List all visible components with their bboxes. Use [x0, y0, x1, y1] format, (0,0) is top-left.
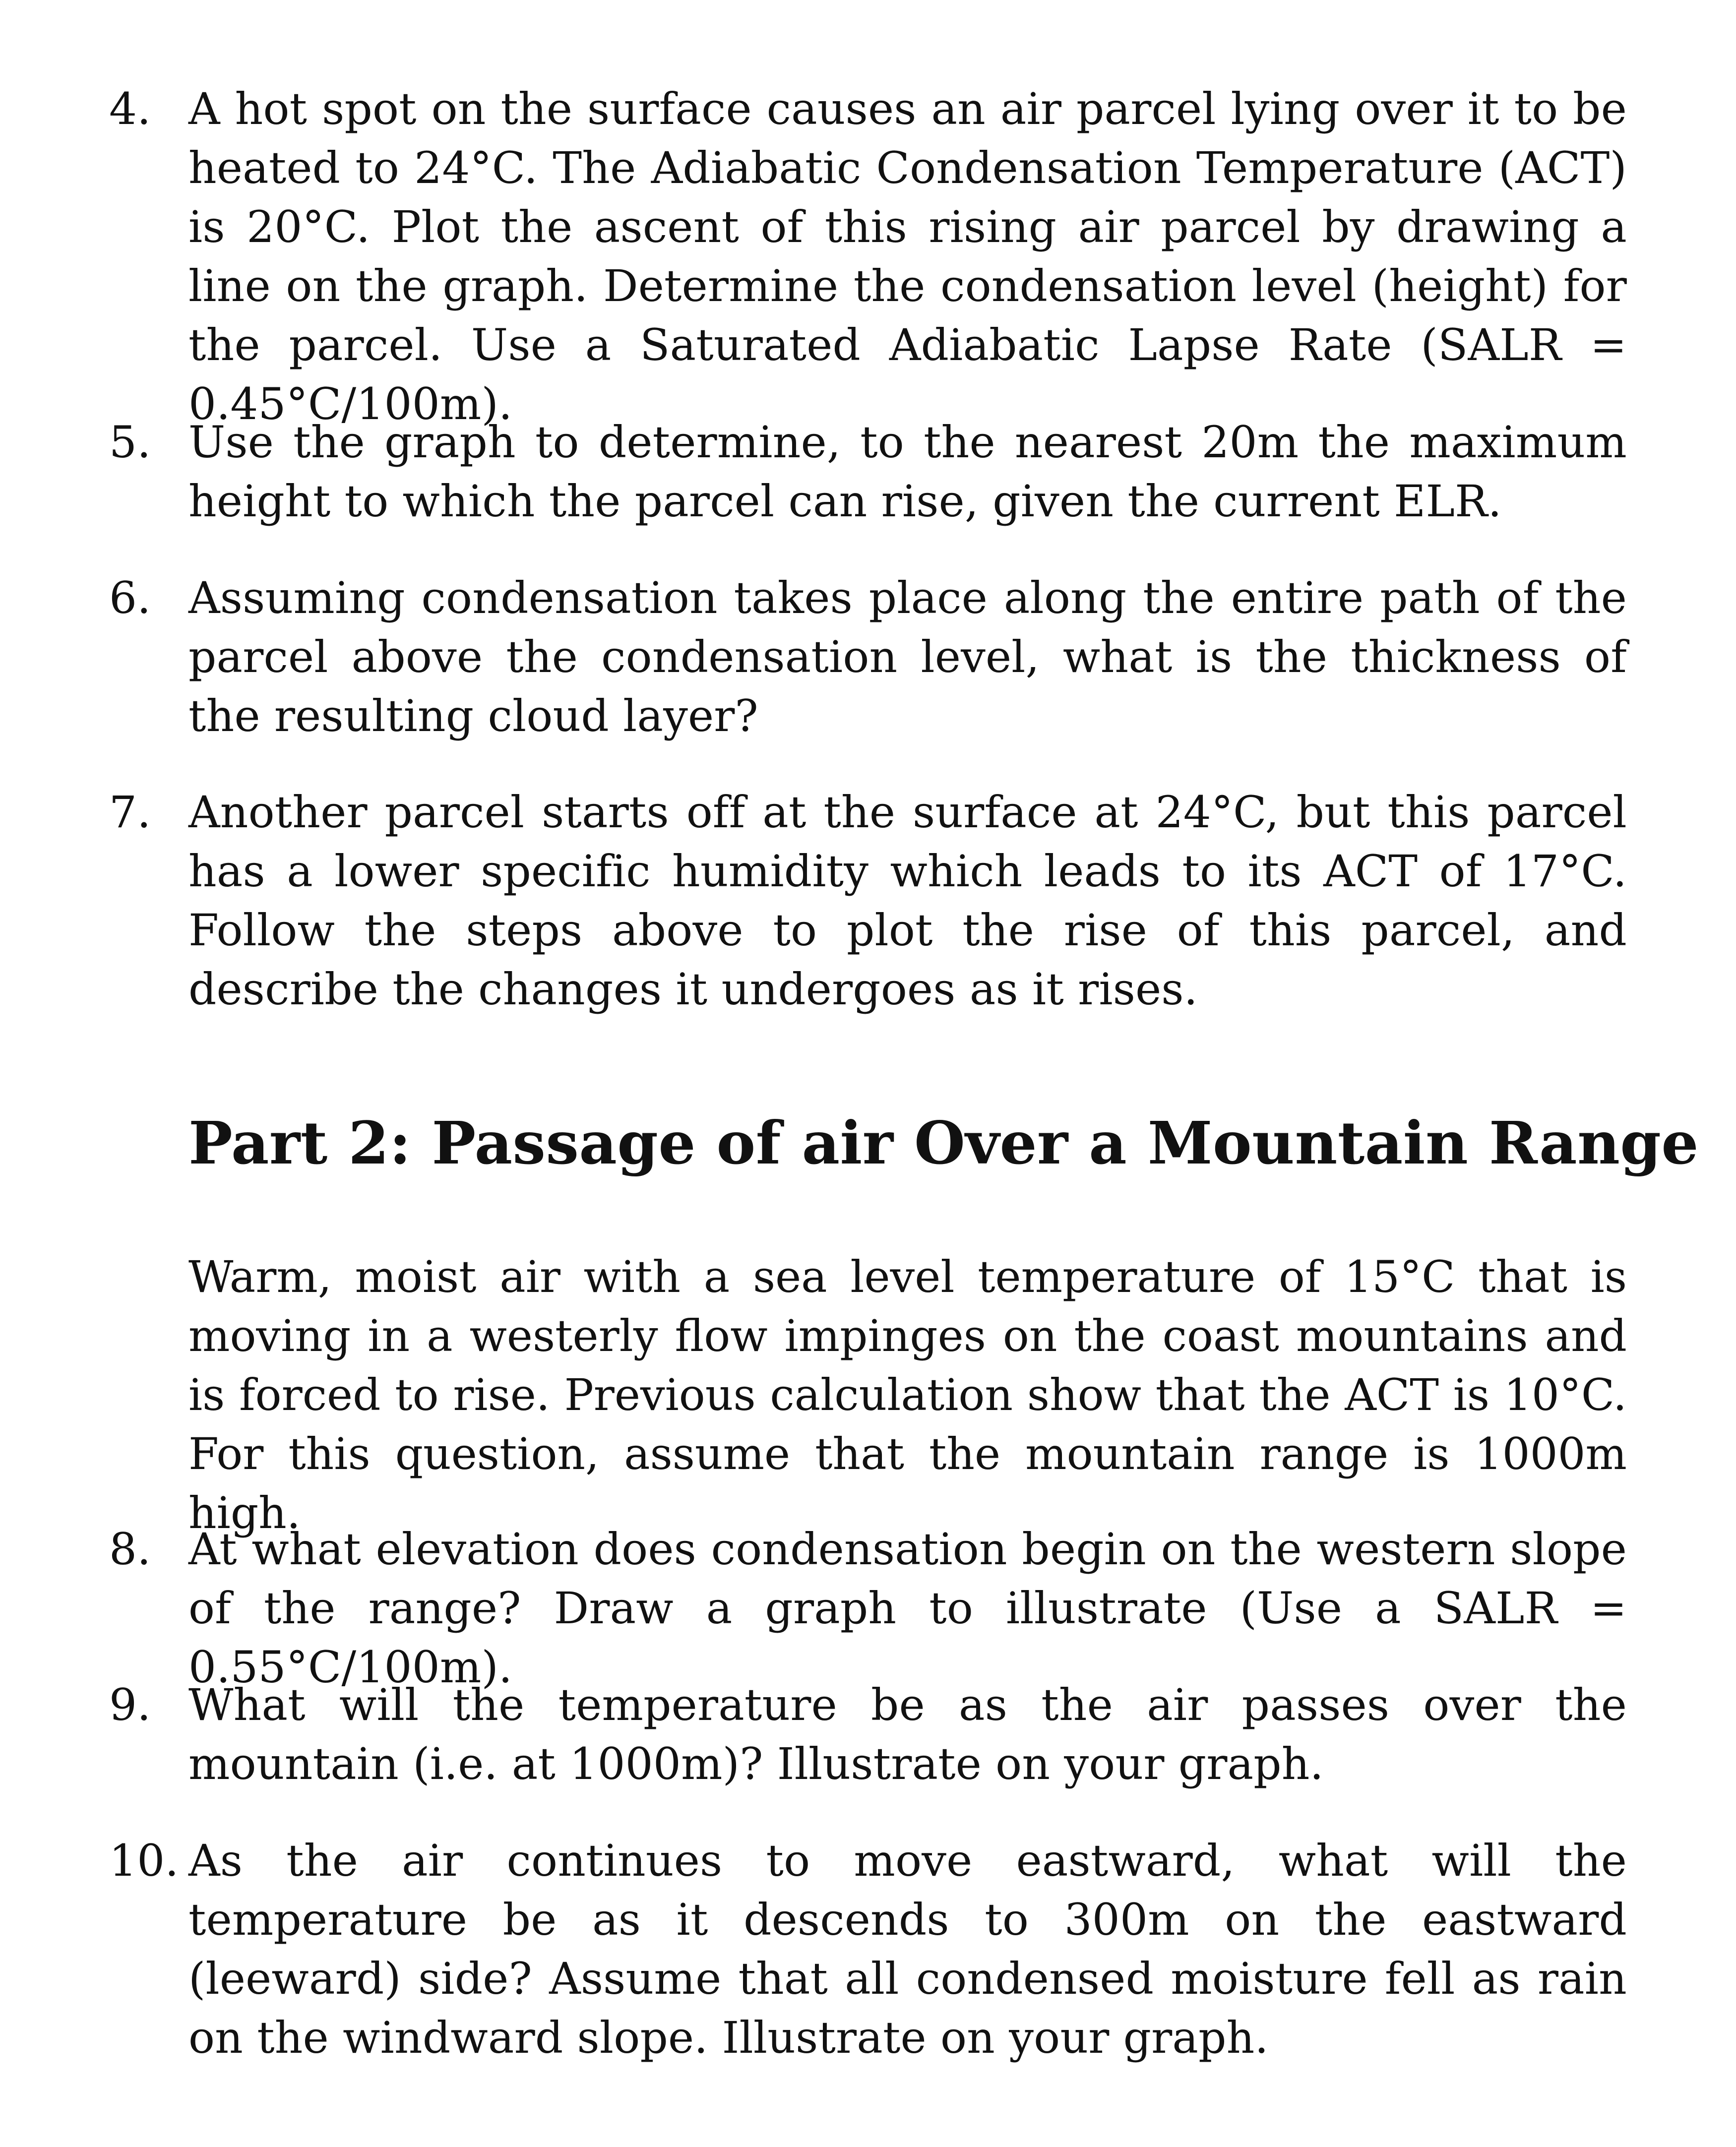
- section-heading: Part 2: Passage of air Over a Mountain Range: [188, 1108, 1699, 1177]
- question-number: 9.: [109, 1679, 151, 1730]
- question-text: A hot spot on the surface causes an air parcel lying over it to be heated to 24°C. The Adiabatic Condensation Temperature (ACT) is 20°C. Plot the ascent of this rising air parcel by drawing a line on the graph. Determine the condensation level (height) for the parcel. Use a Saturated Adiabatic Lapse Rate (SALR = 0.45°C/100m).: [188, 83, 1627, 429]
- question-7: [109, 783, 1627, 1019]
- question-text: What will the temperature be as the air passes over the mountain (i.e. at 1000m)? Illustrate on your graph.: [188, 1679, 1627, 1789]
- question-10: [109, 1831, 1627, 2067]
- question-number: 8.: [109, 1524, 151, 1575]
- question-9: [109, 1675, 1627, 1793]
- question-number: 4.: [109, 83, 151, 134]
- question-text: Assuming condensation takes place along the entire path of the parcel above the condensation level, what is the thickness of the resulting cloud layer?: [188, 572, 1627, 741]
- question-5: [109, 413, 1627, 531]
- question-number: 10.: [109, 1835, 179, 1886]
- question-4: [109, 79, 1627, 433]
- question-text: As the air continues to move eastward, what will the temperature be as it descends to 300m on the eastward (leeward) side? Assume that all condensed moisture fell as rain on the windward slope. Illustrate on your graph.: [188, 1835, 1627, 2063]
- section-intro: Warm, moist air with a sea level temperature of 15°C that is moving in a westerly flow impinges on the coast mountains and is forced to rise. Previous calculation show that the ACT is 10°C. For this question, assume that the mountain range is 1000m high.: [188, 1251, 1627, 1538]
- question-6: [109, 568, 1627, 745]
- question-number: 5.: [109, 417, 151, 468]
- question-text: Another parcel starts off at the surface at 24°C, but this parcel has a lower specific humidity which leads to its ACT of 17°C. Follow the steps above to plot the rise of this parcel, and describe the changes it undergoes as it rises.: [188, 787, 1627, 1015]
- question-8: [109, 1520, 1627, 1697]
- question-text: At what elevation does condensation begin on the western slope of the range? Draw a graph to illustrate (Use a SALR = 0.55°C/100m).: [188, 1524, 1627, 1693]
- question-number: 6.: [109, 572, 151, 623]
- question-number: 7.: [109, 787, 151, 838]
- question-text: Use the graph to determine, to the nearest 20m the maximum height to which the parcel can rise, given the current ELR.: [188, 417, 1627, 527]
